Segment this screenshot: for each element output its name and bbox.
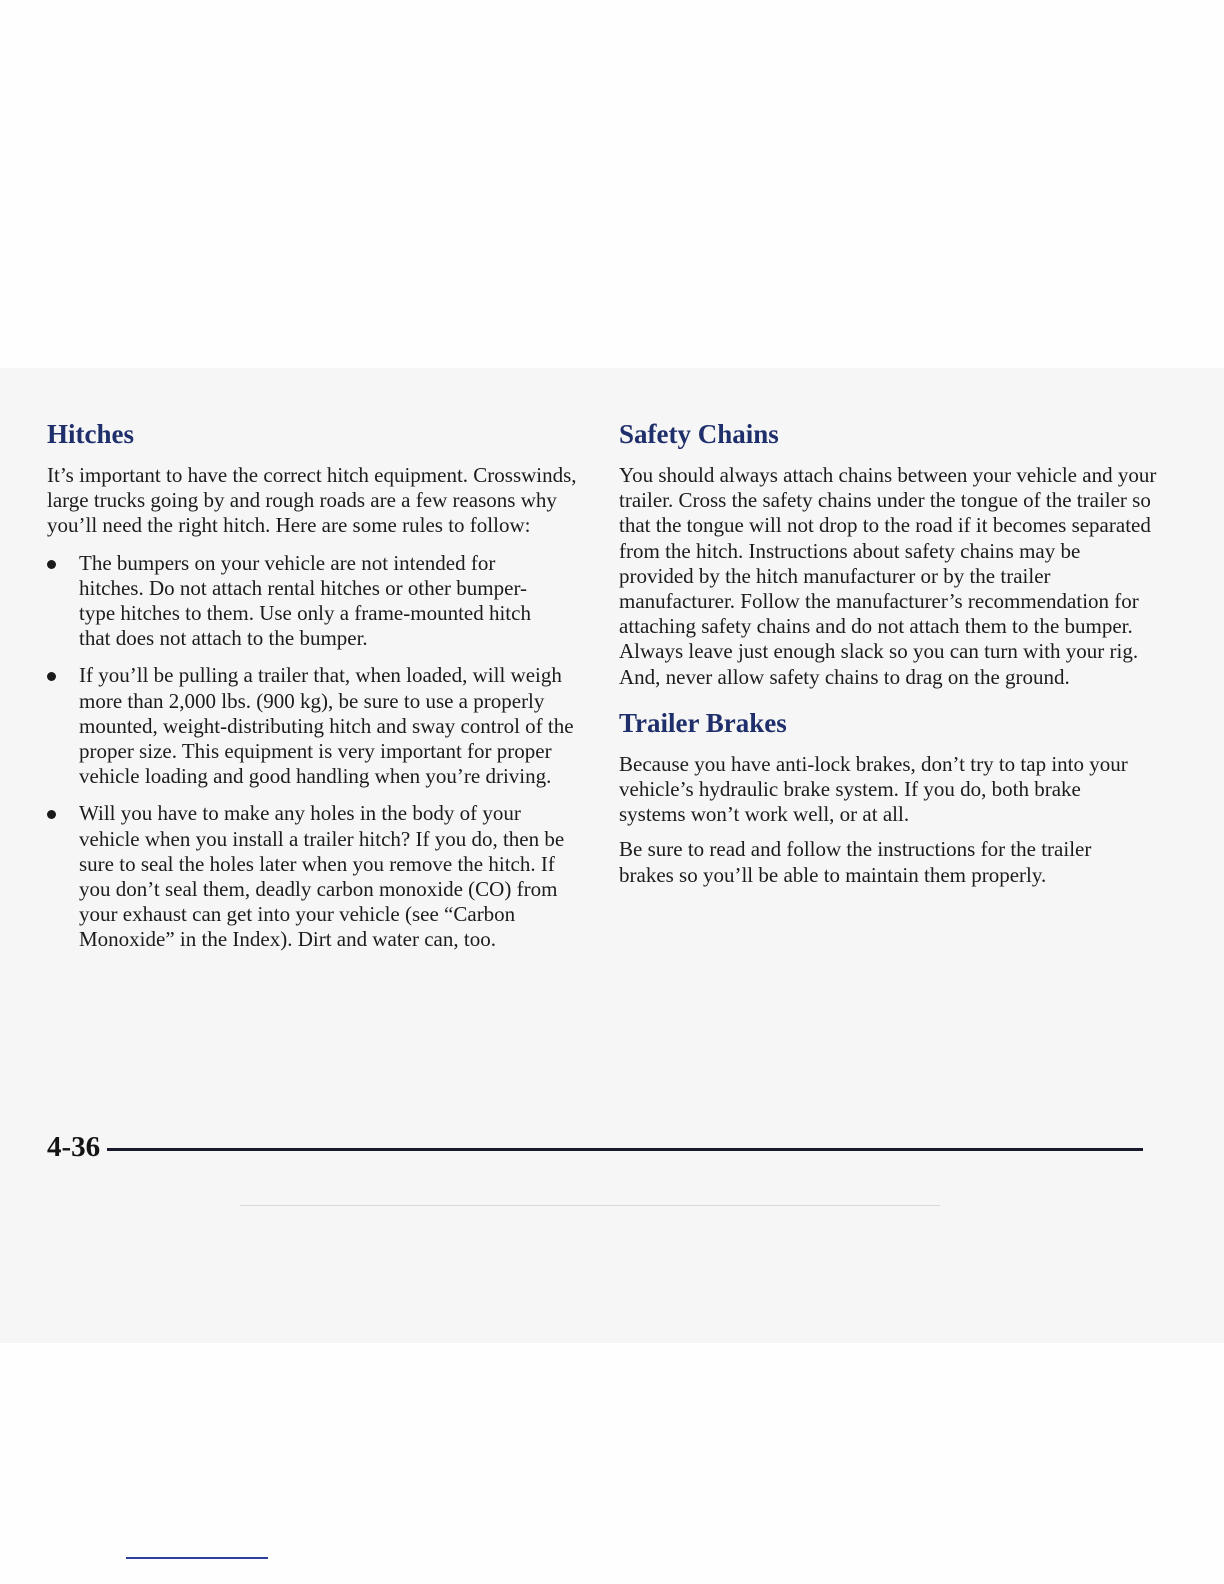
bullet-icon — [47, 810, 56, 819]
trailer-brakes-paragraph-1: Because you have anti-lock brakes, don’t try to tap into your vehicle’s hydraulic brake system. If you do, both brake systems won’t work well, or at all. — [619, 751, 1128, 827]
page-footer — [47, 1130, 1147, 1166]
trailer-brakes-heading: Trailer Brakes — [619, 707, 787, 738]
hitches-rules-list — [47, 551, 587, 953]
list-item — [47, 801, 579, 952]
left-column — [47, 418, 587, 965]
safety-chains-body: You should always attach chains between your vehicle and your trailer. Cross the safety chains under the tongue of the trailer so that the tongue will not drop to the road if it becomes separated from the hitch. Instructions about safety chains may be provided by the hitch manufacturer or by the trailer manufacturer. Follow the manufacturer’s recommendation for attaching safety chains and do not attach them to the bumper. Always leave just enough slack so you can turn with your rig. And, never allow safety chains to drag on the ground. — [619, 463, 1157, 689]
bottom-divider — [126, 1557, 268, 1559]
list-item — [47, 663, 579, 789]
safety-chains-heading: Safety Chains — [619, 419, 779, 449]
trailer-brakes-paragraph-2: Be sure to read and follow the instructions for the trailer brakes so you’ll be able to maintain them properly. — [619, 837, 1092, 887]
divider — [240, 1205, 940, 1206]
right-column — [619, 418, 1179, 888]
bullet-icon — [47, 560, 56, 569]
list-item — [47, 551, 549, 652]
page-number: 4-36 — [47, 1131, 101, 1163]
list-item-text: The bumpers on your vehicle are not intended for hitches. Do not attach rental hitches or other bumper-type hitches to them. Use only a frame-mounted hitch that does not attach to the bumper. — [79, 550, 531, 651]
hitches-intro: It’s important to have the correct hitch equipment. Crosswinds, large trucks going by and rough roads are a few reasons why you’ll need the right hitch. Here are some rules to follow: — [47, 463, 577, 538]
hitches-heading: Hitches — [47, 419, 134, 449]
bullet-icon — [47, 672, 56, 681]
list-item-text: If you’ll be pulling a trailer that, when loaded, will weigh more than 2,000 lbs. (900 kg), be sure to use a properly mounted, weight-distributing hitch and sway control of the proper size. This equipment is very important for proper vehicle loading and good handling when you’re driving. — [79, 663, 574, 789]
footer-rule — [107, 1148, 1143, 1151]
list-item-text: Will you have to make any holes in the body of your vehicle when you install a trailer hitch? If you do, then be sure to seal the holes later when you remove the hitch. If you don’t seal them, deadly carbon monoxide (CO) from your exhaust can get into your vehicle (see “Carbon Monoxide” in the Index). Dirt and water can, too. — [79, 801, 565, 952]
